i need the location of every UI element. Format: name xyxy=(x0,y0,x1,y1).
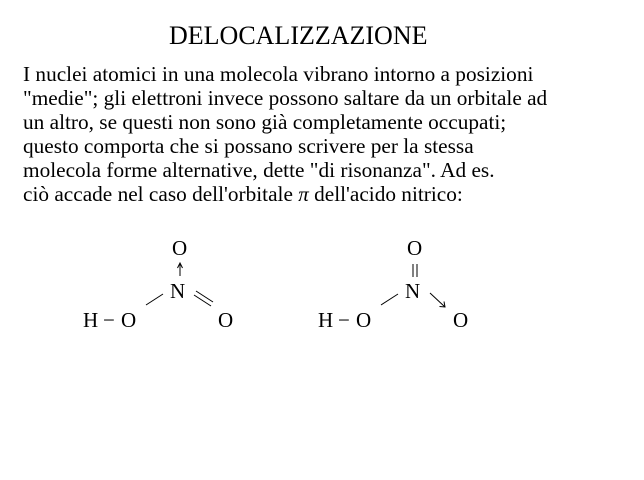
paragraph-line: molecola forme alternative, dette "di risonanza". Ad es. xyxy=(23,158,495,182)
resonance-structure-right xyxy=(318,236,468,332)
last-line-before: ciò accade nel caso dell'orbitale xyxy=(23,182,293,206)
double-bond-left-b xyxy=(194,295,211,306)
dash-left: − xyxy=(103,308,115,332)
nitrogen-right: N xyxy=(405,279,421,303)
last-line-after: dell'acido nitrico: xyxy=(314,182,463,206)
nitrogen-left: N xyxy=(170,279,186,303)
bond-o-n-right xyxy=(381,294,398,305)
hydrogen-left: H xyxy=(83,308,99,332)
oxygen-top-right: O xyxy=(407,236,423,260)
arrow-n-to-o-right xyxy=(430,293,445,307)
dash-right: − xyxy=(338,308,350,332)
oxygen-top-left: O xyxy=(172,236,188,260)
oxygen-single-left: O xyxy=(121,308,137,332)
paragraph-line: I nuclei atomici in una molecola vibrano intorno a posizioni xyxy=(23,62,534,86)
resonance-structure-left xyxy=(83,236,233,332)
oxygen-single-right: O xyxy=(356,308,372,332)
bond-o-n-left xyxy=(146,294,163,305)
oxygen-right-right: O xyxy=(453,308,469,332)
paragraph-line: "medie"; gli elettroni invece possono saltare da un orbitale ad xyxy=(23,86,548,110)
pi-symbol: π xyxy=(298,182,309,206)
page-title: DELOCALIZZAZIONE xyxy=(169,21,428,50)
paragraph-line: questo comporta che si possano scrivere per la stessa xyxy=(23,134,474,158)
hydrogen-right: H xyxy=(318,308,334,332)
paragraph-line: un altro, se questi non sono già completamente occupati; xyxy=(23,110,507,134)
double-bond-left-a xyxy=(196,291,213,302)
oxygen-right-left: O xyxy=(218,308,234,332)
